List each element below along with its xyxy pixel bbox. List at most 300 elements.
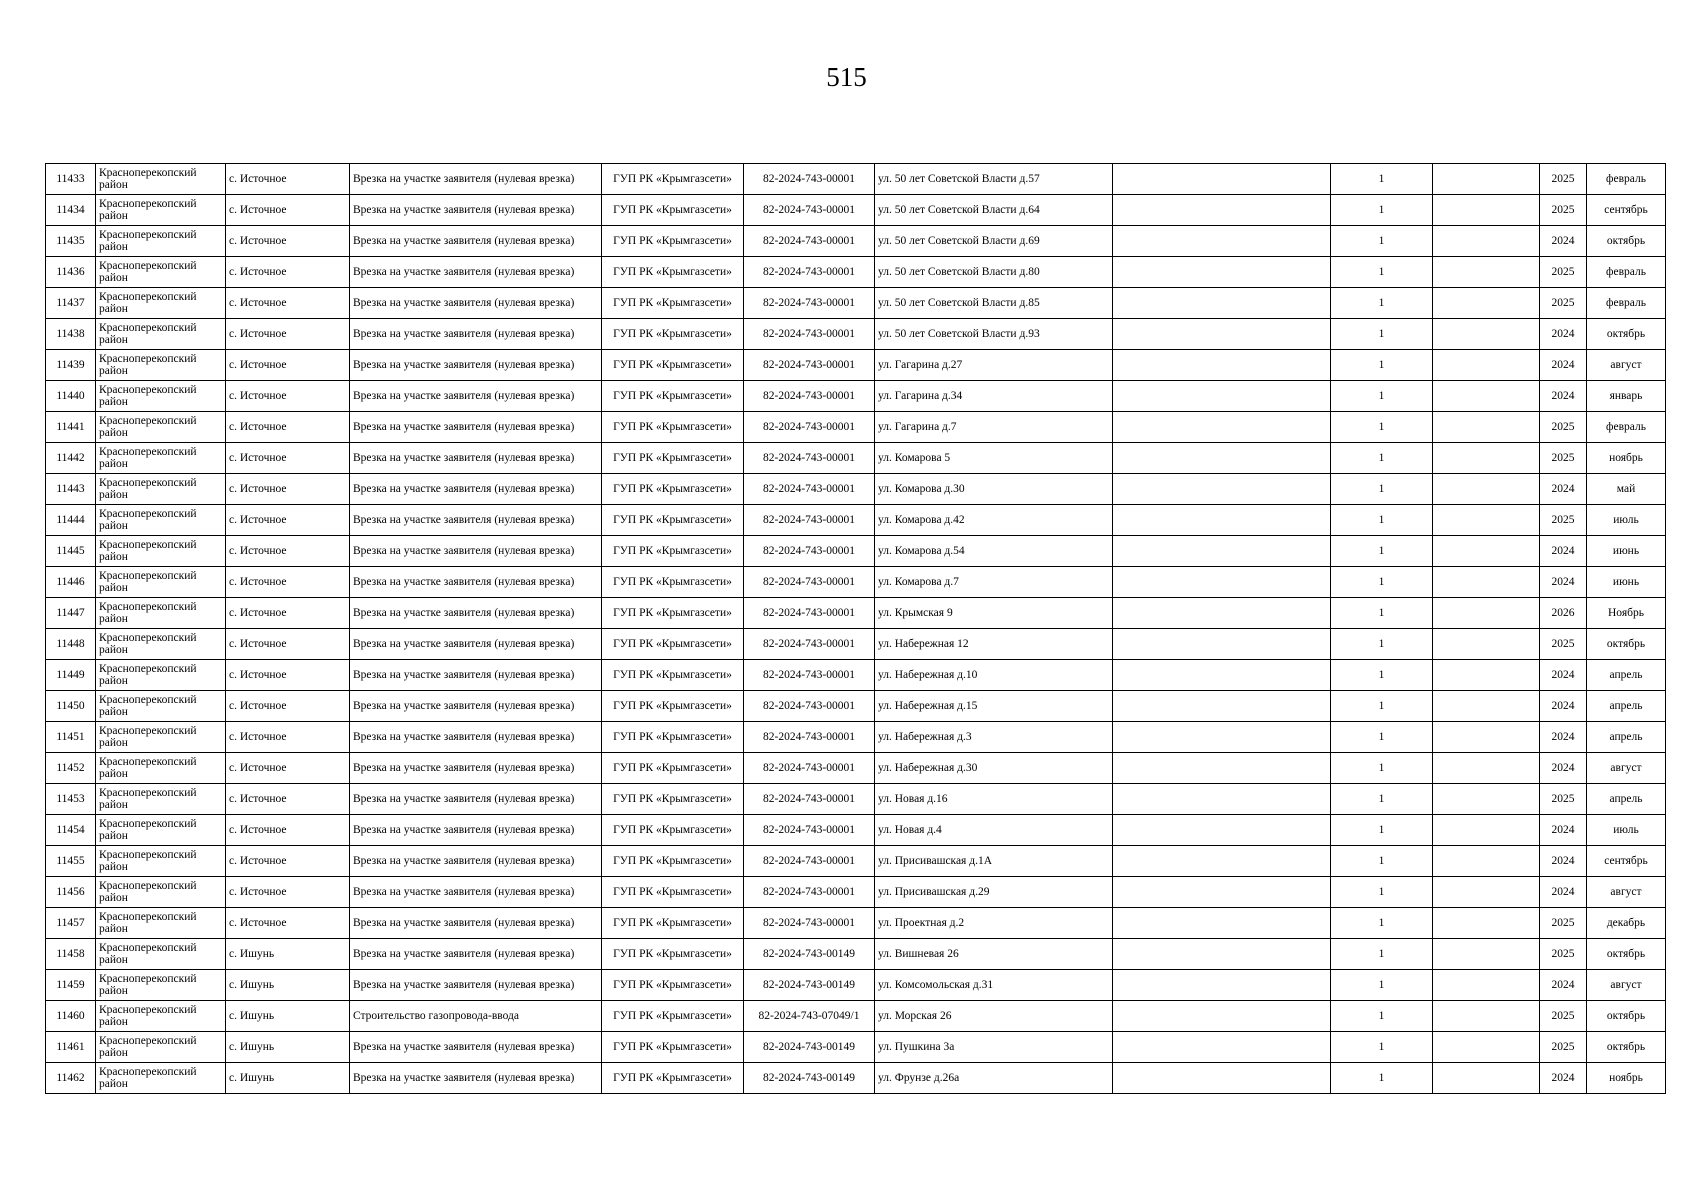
table-row [46,1001,1666,1032]
district-cell: Красноперекопский район [96,970,226,1001]
work-type-cell: Строительство газопровода-ввода [350,1001,602,1032]
organization-cell: ГУП РК «Крымгазсети» [602,257,744,288]
address-cell: ул. Набережная д.3 [875,722,1113,753]
settlement-cell: с. Источное [226,567,350,598]
code-cell: 82-2024-743-00001 [744,195,875,226]
organization-cell: ГУП РК «Крымгазсети» [602,1063,744,1094]
organization-cell: ГУП РК «Крымгазсети» [602,939,744,970]
page-number: 515 [826,62,867,92]
empty-cell [1433,598,1540,629]
work-type-cell: Врезка на участке заявителя (нулевая врезка) [350,567,602,598]
empty-cell [1113,691,1331,722]
year-cell: 2025 [1540,629,1587,660]
work-type-cell: Врезка на участке заявителя (нулевая врезка) [350,505,602,536]
code-cell: 82-2024-743-00001 [744,350,875,381]
quantity-cell: 1 [1331,1063,1433,1094]
settlement-cell: с. Источное [226,505,350,536]
quantity-cell: 1 [1331,381,1433,412]
settlement-cell: с. Источное [226,412,350,443]
organization-cell: ГУП РК «Крымгазсети» [602,443,744,474]
month-cell: февраль [1587,412,1666,443]
empty-cell [1433,567,1540,598]
code-cell: 82-2024-743-00001 [744,691,875,722]
work-type-cell: Врезка на участке заявителя (нулевая врезка) [350,846,602,877]
settlement-cell: с. Источное [226,195,350,226]
year-cell: 2025 [1540,412,1587,443]
district-cell: Красноперекопский район [96,598,226,629]
district-cell: Красноперекопский район [96,1001,226,1032]
quantity-cell: 1 [1331,257,1433,288]
work-type-cell: Врезка на участке заявителя (нулевая врезка) [350,350,602,381]
code-cell: 82-2024-743-00001 [744,381,875,412]
empty-cell [1433,505,1540,536]
row-number: 11438 [46,319,96,350]
month-cell: февраль [1587,288,1666,319]
code-cell: 82-2024-743-00001 [744,257,875,288]
code-cell: 82-2024-743-00001 [744,877,875,908]
work-type-cell: Врезка на участке заявителя (нулевая врезка) [350,412,602,443]
organization-cell: ГУП РК «Крымгазсети» [602,970,744,1001]
month-cell: февраль [1587,164,1666,195]
organization-cell: ГУП РК «Крымгазсети» [602,660,744,691]
district-cell: Красноперекопский район [96,753,226,784]
table-row [46,877,1666,908]
district-cell: Красноперекопский район [96,350,226,381]
table-row [46,195,1666,226]
settlement-cell: с. Источное [226,846,350,877]
year-cell: 2024 [1540,1063,1587,1094]
year-cell: 2024 [1540,319,1587,350]
settlement-cell: с. Источное [226,629,350,660]
organization-cell: ГУП РК «Крымгазсети» [602,722,744,753]
empty-cell [1433,722,1540,753]
quantity-cell: 1 [1331,691,1433,722]
table-row [46,598,1666,629]
address-cell: ул. Присивашская д.29 [875,877,1113,908]
settlement-cell: с. Источное [226,660,350,691]
work-type-cell: Врезка на участке заявителя (нулевая врезка) [350,319,602,350]
settlement-cell: с. Источное [226,443,350,474]
empty-cell [1113,970,1331,1001]
address-cell: ул. Гагарина д.7 [875,412,1113,443]
work-type-cell: Врезка на участке заявителя (нулевая врезка) [350,815,602,846]
month-cell: апрель [1587,784,1666,815]
district-cell: Красноперекопский район [96,877,226,908]
row-number: 11439 [46,350,96,381]
empty-cell [1433,629,1540,660]
empty-cell [1113,1032,1331,1063]
empty-cell [1433,846,1540,877]
empty-cell [1433,939,1540,970]
table-row [46,846,1666,877]
organization-cell: ГУП РК «Крымгазсети» [602,1032,744,1063]
code-cell: 82-2024-743-00001 [744,629,875,660]
organization-cell: ГУП РК «Крымгазсети» [602,815,744,846]
empty-cell [1433,691,1540,722]
district-cell: Красноперекопский район [96,381,226,412]
organization-cell: ГУП РК «Крымгазсети» [602,195,744,226]
address-cell: ул. Комсомольская д.31 [875,970,1113,1001]
work-type-cell: Врезка на участке заявителя (нулевая врезка) [350,753,602,784]
organization-cell: ГУП РК «Крымгазсети» [602,877,744,908]
row-number: 11449 [46,660,96,691]
code-cell: 82-2024-743-00001 [744,226,875,257]
code-cell: 82-2024-743-00001 [744,412,875,443]
empty-cell [1113,784,1331,815]
month-cell: октябрь [1587,629,1666,660]
quantity-cell: 1 [1331,443,1433,474]
row-number: 11450 [46,691,96,722]
work-type-cell: Врезка на участке заявителя (нулевая врезка) [350,288,602,319]
quantity-cell: 1 [1331,505,1433,536]
code-cell: 82-2024-743-00001 [744,536,875,567]
work-type-cell: Врезка на участке заявителя (нулевая врезка) [350,443,602,474]
work-type-cell: Врезка на участке заявителя (нулевая врезка) [350,877,602,908]
month-cell: июль [1587,505,1666,536]
month-cell: апрель [1587,691,1666,722]
year-cell: 2025 [1540,939,1587,970]
year-cell: 2024 [1540,970,1587,1001]
row-number: 11440 [46,381,96,412]
settlement-cell: с. Источное [226,753,350,784]
empty-cell [1113,412,1331,443]
code-cell: 82-2024-743-00001 [744,164,875,195]
address-cell: ул. 50 лет Советской Власти д.57 [875,164,1113,195]
year-cell: 2025 [1540,195,1587,226]
table-row [46,257,1666,288]
empty-cell [1113,288,1331,319]
row-number: 11437 [46,288,96,319]
empty-cell [1113,629,1331,660]
empty-cell [1113,257,1331,288]
quantity-cell: 1 [1331,226,1433,257]
code-cell: 82-2024-743-07049/1 [744,1001,875,1032]
month-cell: октябрь [1587,226,1666,257]
settlement-cell: с. Источное [226,877,350,908]
organization-cell: ГУП РК «Крымгазсети» [602,567,744,598]
row-number: 11458 [46,939,96,970]
address-cell: ул. Набережная д.30 [875,753,1113,784]
empty-cell [1113,381,1331,412]
organization-cell: ГУП РК «Крымгазсети» [602,226,744,257]
month-cell: июнь [1587,536,1666,567]
settlement-cell: с. Источное [226,257,350,288]
quantity-cell: 1 [1331,877,1433,908]
district-cell: Красноперекопский район [96,567,226,598]
month-cell: октябрь [1587,1001,1666,1032]
table-row [46,939,1666,970]
work-type-cell: Врезка на участке заявителя (нулевая врезка) [350,970,602,1001]
month-cell: октябрь [1587,1032,1666,1063]
empty-cell [1113,319,1331,350]
settlement-cell: с. Источное [226,722,350,753]
settlement-cell: с. Источное [226,226,350,257]
empty-cell [1433,195,1540,226]
year-cell: 2024 [1540,753,1587,784]
district-cell: Красноперекопский район [96,1032,226,1063]
empty-cell [1113,660,1331,691]
empty-cell [1433,381,1540,412]
row-number: 11436 [46,257,96,288]
district-cell: Красноперекопский район [96,722,226,753]
table-body [46,164,1666,1094]
quantity-cell: 1 [1331,567,1433,598]
settlement-cell: с. Источное [226,691,350,722]
settlement-cell: с. Источное [226,288,350,319]
district-cell: Красноперекопский район [96,319,226,350]
empty-cell [1433,257,1540,288]
table-row [46,443,1666,474]
quantity-cell: 1 [1331,288,1433,319]
quantity-cell: 1 [1331,350,1433,381]
settlement-cell: с. Источное [226,598,350,629]
empty-cell [1433,877,1540,908]
district-cell: Красноперекопский район [96,505,226,536]
month-cell: август [1587,753,1666,784]
empty-cell [1433,319,1540,350]
table-row [46,164,1666,195]
month-cell: июнь [1587,567,1666,598]
work-type-cell: Врезка на участке заявителя (нулевая врезка) [350,1063,602,1094]
district-cell: Красноперекопский район [96,257,226,288]
empty-cell [1113,753,1331,784]
organization-cell: ГУП РК «Крымгазсети» [602,536,744,567]
quantity-cell: 1 [1331,815,1433,846]
code-cell: 82-2024-743-00001 [744,567,875,598]
row-number: 11444 [46,505,96,536]
address-cell: ул. Комарова д.7 [875,567,1113,598]
work-type-cell: Врезка на участке заявителя (нулевая врезка) [350,1032,602,1063]
quantity-cell: 1 [1331,939,1433,970]
work-type-cell: Врезка на участке заявителя (нулевая врезка) [350,908,602,939]
district-cell: Красноперекопский район [96,443,226,474]
year-cell: 2024 [1540,536,1587,567]
address-cell: ул. 50 лет Советской Власти д.80 [875,257,1113,288]
quantity-cell: 1 [1331,412,1433,443]
organization-cell: ГУП РК «Крымгазсети» [602,598,744,629]
work-type-cell: Врезка на участке заявителя (нулевая врезка) [350,784,602,815]
organization-cell: ГУП РК «Крымгазсети» [602,691,744,722]
table-row [46,474,1666,505]
year-cell: 2025 [1540,908,1587,939]
month-cell: ноябрь [1587,1063,1666,1094]
table-row [46,784,1666,815]
empty-cell [1433,164,1540,195]
row-number: 11454 [46,815,96,846]
address-cell: ул. 50 лет Советской Власти д.64 [875,195,1113,226]
quantity-cell: 1 [1331,629,1433,660]
month-cell: август [1587,970,1666,1001]
district-cell: Красноперекопский район [96,908,226,939]
table-row [46,381,1666,412]
table-row [46,629,1666,660]
address-cell: ул. Гагарина д.27 [875,350,1113,381]
settlement-cell: с. Ишунь [226,1032,350,1063]
empty-cell [1113,722,1331,753]
empty-cell [1433,226,1540,257]
month-cell: октябрь [1587,939,1666,970]
row-number: 11445 [46,536,96,567]
organization-cell: ГУП РК «Крымгазсети» [602,846,744,877]
table-row [46,319,1666,350]
organization-cell: ГУП РК «Крымгазсети» [602,1001,744,1032]
district-cell: Красноперекопский район [96,412,226,443]
quantity-cell: 1 [1331,474,1433,505]
quantity-cell: 1 [1331,1032,1433,1063]
quantity-cell: 1 [1331,319,1433,350]
quantity-cell: 1 [1331,722,1433,753]
work-type-cell: Врезка на участке заявителя (нулевая врезка) [350,939,602,970]
empty-cell [1113,536,1331,567]
row-number: 11447 [46,598,96,629]
address-cell: ул. Набережная 12 [875,629,1113,660]
month-cell: июль [1587,815,1666,846]
month-cell: Ноябрь [1587,598,1666,629]
address-cell: ул. Морская 26 [875,1001,1113,1032]
table-row [46,412,1666,443]
year-cell: 2025 [1540,288,1587,319]
table-row [46,691,1666,722]
empty-cell [1113,195,1331,226]
address-cell: ул. Новая д.16 [875,784,1113,815]
row-number: 11462 [46,1063,96,1094]
address-cell: ул. Комарова д.54 [875,536,1113,567]
code-cell: 82-2024-743-00149 [744,970,875,1001]
row-number: 11452 [46,753,96,784]
year-cell: 2024 [1540,567,1587,598]
district-cell: Красноперекопский район [96,815,226,846]
table-row [46,970,1666,1001]
district-cell: Красноперекопский район [96,474,226,505]
district-cell: Красноперекопский район [96,164,226,195]
code-cell: 82-2024-743-00001 [744,815,875,846]
settlement-cell: с. Источное [226,536,350,567]
quantity-cell: 1 [1331,195,1433,226]
settlement-cell: с. Ишунь [226,1001,350,1032]
empty-cell [1433,474,1540,505]
district-cell: Красноперекопский район [96,629,226,660]
work-type-cell: Врезка на участке заявителя (нулевая врезка) [350,195,602,226]
address-cell: ул. Вишневая 26 [875,939,1113,970]
row-number: 11433 [46,164,96,195]
year-cell: 2024 [1540,877,1587,908]
settlement-cell: с. Ишунь [226,939,350,970]
code-cell: 82-2024-743-00001 [744,784,875,815]
settlement-cell: с. Источное [226,784,350,815]
year-cell: 2024 [1540,691,1587,722]
year-cell: 2024 [1540,722,1587,753]
code-cell: 82-2024-743-00001 [744,722,875,753]
work-type-cell: Врезка на участке заявителя (нулевая врезка) [350,598,602,629]
code-cell: 82-2024-743-00149 [744,1063,875,1094]
table-row [46,722,1666,753]
row-number: 11451 [46,722,96,753]
quantity-cell: 1 [1331,846,1433,877]
table-row [46,505,1666,536]
empty-cell [1433,288,1540,319]
row-number: 11459 [46,970,96,1001]
month-cell: февраль [1587,257,1666,288]
code-cell: 82-2024-743-00001 [744,753,875,784]
empty-cell [1113,567,1331,598]
settlement-cell: с. Ишунь [226,1063,350,1094]
organization-cell: ГУП РК «Крымгазсети» [602,350,744,381]
month-cell: май [1587,474,1666,505]
organization-cell: ГУП РК «Крымгазсети» [602,474,744,505]
quantity-cell: 1 [1331,753,1433,784]
address-cell: ул. Фрунзе д.26а [875,1063,1113,1094]
district-cell: Красноперекопский район [96,195,226,226]
month-cell: ноябрь [1587,443,1666,474]
year-cell: 2024 [1540,846,1587,877]
row-number: 11456 [46,877,96,908]
month-cell: декабрь [1587,908,1666,939]
organization-cell: ГУП РК «Крымгазсети» [602,288,744,319]
empty-cell [1113,1001,1331,1032]
address-cell: ул. Набережная д.10 [875,660,1113,691]
district-cell: Красноперекопский район [96,660,226,691]
district-cell: Красноперекопский район [96,536,226,567]
address-cell: ул. Гагарина д.34 [875,381,1113,412]
code-cell: 82-2024-743-00149 [744,939,875,970]
address-cell: ул. 50 лет Советской Власти д.85 [875,288,1113,319]
organization-cell: ГУП РК «Крымгазсети» [602,412,744,443]
empty-cell [1113,877,1331,908]
empty-cell [1433,970,1540,1001]
year-cell: 2024 [1540,815,1587,846]
empty-cell [1113,350,1331,381]
year-cell: 2025 [1540,164,1587,195]
organization-cell: ГУП РК «Крымгазсети» [602,319,744,350]
empty-cell [1433,412,1540,443]
organization-cell: ГУП РК «Крымгазсети» [602,784,744,815]
work-type-cell: Врезка на участке заявителя (нулевая врезка) [350,722,602,753]
code-cell: 82-2024-743-00001 [744,288,875,319]
district-cell: Красноперекопский район [96,1063,226,1094]
month-cell: октябрь [1587,319,1666,350]
month-cell: апрель [1587,660,1666,691]
empty-cell [1433,815,1540,846]
row-number: 11461 [46,1032,96,1063]
table-row [46,567,1666,598]
empty-cell [1113,846,1331,877]
row-number: 11448 [46,629,96,660]
address-cell: ул. Новая д.4 [875,815,1113,846]
quantity-cell: 1 [1331,536,1433,567]
month-cell: апрель [1587,722,1666,753]
settlement-cell: с. Источное [226,381,350,412]
row-number: 11441 [46,412,96,443]
address-cell: ул. 50 лет Советской Власти д.93 [875,319,1113,350]
year-cell: 2025 [1540,443,1587,474]
organization-cell: ГУП РК «Крымгазсети» [602,505,744,536]
work-type-cell: Врезка на участке заявителя (нулевая врезка) [350,257,602,288]
empty-cell [1113,443,1331,474]
settlement-cell: с. Источное [226,908,350,939]
year-cell: 2025 [1540,257,1587,288]
table-row [46,350,1666,381]
year-cell: 2024 [1540,350,1587,381]
organization-cell: ГУП РК «Крымгазсети» [602,753,744,784]
quantity-cell: 1 [1331,660,1433,691]
empty-cell [1113,815,1331,846]
code-cell: 82-2024-743-00001 [744,660,875,691]
empty-cell [1113,939,1331,970]
settlement-cell: с. Источное [226,474,350,505]
quantity-cell: 1 [1331,598,1433,629]
code-cell: 82-2024-743-00001 [744,319,875,350]
settlement-cell: с. Ишунь [226,970,350,1001]
